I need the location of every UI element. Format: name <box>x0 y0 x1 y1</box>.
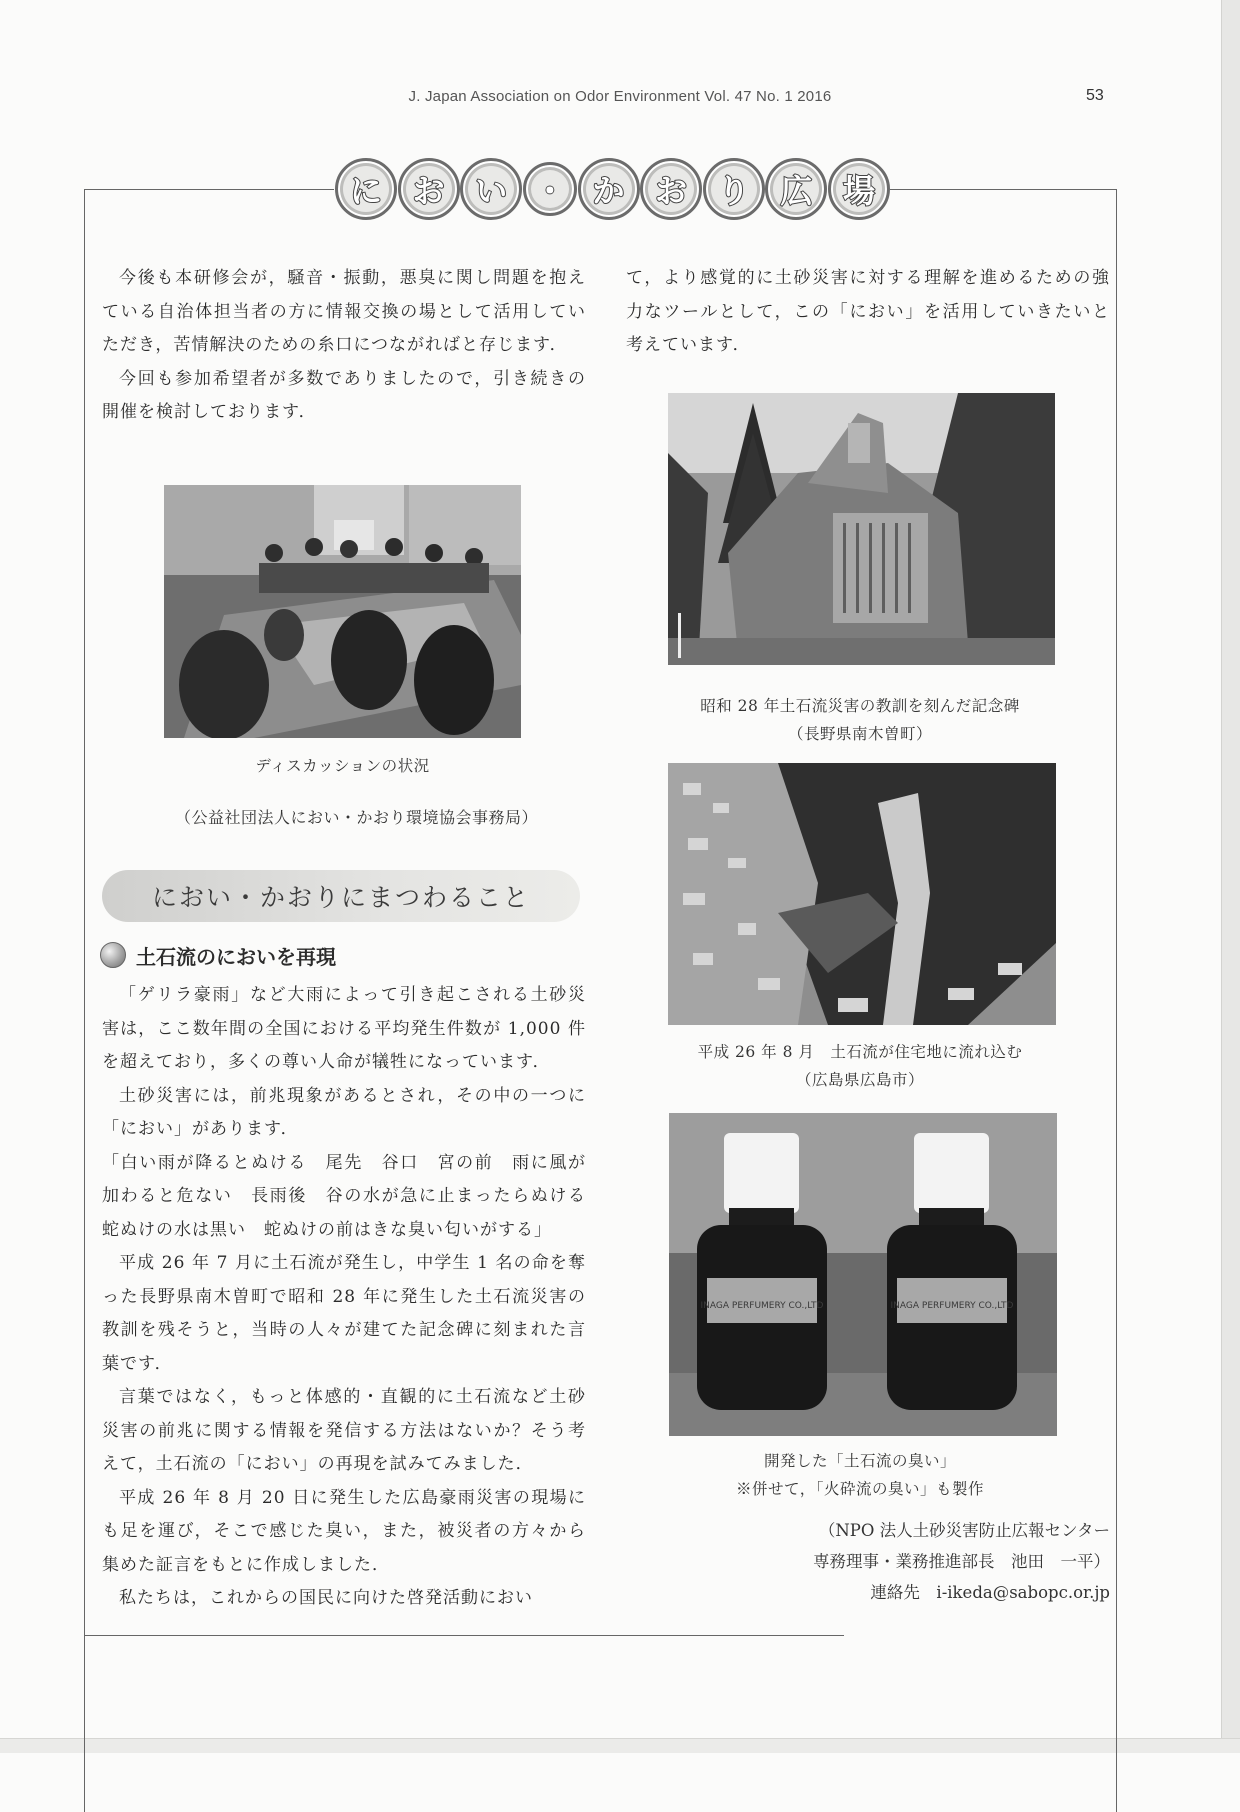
paragraph: 私たちは，これからの国民に向けた啓発活動におい <box>119 1588 533 1608</box>
title-char: に <box>335 158 397 220</box>
contact-org: （NPO 法人土砂災害防止広報センター <box>818 1521 1110 1540</box>
frame-line <box>84 189 85 1812</box>
paragraph: 「ゲリラ豪雨」など大雨によって引き起こされる土砂災害は，ここ数年間の全国における平均発生件数が 1,000 件を超えており，多くの尊い人命が犠牲になっています． <box>102 985 586 1072</box>
caption-line: （広島県広島市） <box>795 1071 924 1089</box>
caption-line: （長野県南木曽町） <box>787 725 932 743</box>
bottle-label: INAGA PERFUMERY CO.,LTD <box>700 1301 824 1311</box>
photo-caption <box>640 1447 1080 1503</box>
caption-line: 平成 26 年 8 月 土石流が住宅地に流れ込む <box>697 1043 1023 1061</box>
bullet-icon <box>100 942 126 968</box>
subsection-title: 土石流のにおいを再現 <box>136 944 336 969</box>
odor-bottles-photo <box>669 1113 1057 1436</box>
paragraph: 平成 26 年 7 月に土石流が発生し，中学生 1 名の命を奪った長野県南木曽町で昭和 28 年に発生した土石流災害の教訓を残そうと，当時の人々が建てた記念碑に刻まれた言葉です． <box>102 1253 586 1374</box>
paragraph: 今回も参加希望者が多数でありましたので，引き続きの開催を検討しております． <box>102 368 586 422</box>
left-column-intro <box>102 262 586 430</box>
page-number: 53 <box>1086 87 1104 104</box>
subsection-heading <box>100 938 336 972</box>
running-header: J. Japan Association on Odor Environment Vol. 47 No. 1 2016 <box>408 88 832 105</box>
title-char: り <box>703 158 765 220</box>
frame-line <box>890 189 1116 190</box>
paragraph: て，より感覚的に土砂災害に対する理解を進めるための強力なツールとして，この「におい」を活用していきたいと考えています． <box>626 268 1110 355</box>
paragraph: 土砂災害には，前兆現象があるとされ，その中の一つに「におい」があります． <box>102 1085 586 1139</box>
credit: （公益社団法人におい・かおり環境協会事務局） <box>175 808 539 827</box>
title-char: い <box>460 158 522 220</box>
frame-line <box>84 189 334 190</box>
left-column-body <box>102 979 604 1616</box>
contact-role: 専務理事・業務推進部長 池田 一平） <box>813 1552 1110 1571</box>
caption-line: 開発した「土石流の臭い」 <box>763 1452 956 1470</box>
contact-email: 連絡先 i-ikeda@sabopc.or.jp <box>870 1583 1110 1602</box>
aerial-debris-flow-photo <box>668 763 1056 1025</box>
section-banner: におい・かおりにまつわること <box>102 870 580 922</box>
photo-caption <box>640 1038 1080 1094</box>
page-edge-bottom <box>0 1738 1240 1753</box>
frame-line <box>84 1635 844 1636</box>
title-char: か <box>578 158 640 220</box>
discussion-photo <box>164 485 521 738</box>
bottle-label: INAGA PERFUMERY CO.,LTD <box>890 1301 1014 1311</box>
paragraph: 言葉ではなく，もっと体感的・直観的に土石流など土砂災害の前兆に関する情報を発信する方法はないか？そう考えて，土石流の「におい」の再現を試みてみました． <box>102 1387 586 1474</box>
frame-line <box>1116 189 1117 1812</box>
paragraph: 今後も本研修会が，騒音・振動，悪臭に関し問題を抱えている自治体担当者の方に情報交換の場として活用していただき，苦情解決のための糸口につながればと存じます． <box>102 268 586 355</box>
photo-caption: ディスカッションの状況 <box>255 757 430 775</box>
title-char: ・ <box>523 162 577 216</box>
caption-line: 昭和 28 年土石流災害の教訓を刻んだ記念碑 <box>700 697 1020 715</box>
contact-block <box>740 1515 1110 1608</box>
title-char: お <box>398 158 460 220</box>
memorial-stone-photo <box>668 393 1055 665</box>
right-column-intro <box>626 262 1110 363</box>
title-char: 場 <box>828 158 890 220</box>
photo-caption <box>640 692 1080 748</box>
title-char: 広 <box>765 158 827 220</box>
section-title <box>335 156 890 222</box>
paragraph: 平成 26 年 8 月 20 日に発生した広島豪雨災害の現場にも足を運び，そこで感じた臭い，また，被災者の方々から集めた証言をもとに作成しました． <box>102 1487 586 1575</box>
paragraph: 「白い雨が降るとぬける 尾先 谷口 宮の前 雨に風が加わると危ない 長雨後 谷の水が急に止まったらぬける 蛇ぬけの水は黒い 蛇ぬけの前はきな臭い匂いがする」 <box>102 1152 604 1240</box>
title-char: お <box>640 158 702 220</box>
caption-line: ※併せて，「火砕流の臭い」も製作 <box>736 1480 984 1498</box>
page-edge <box>1221 0 1240 1753</box>
